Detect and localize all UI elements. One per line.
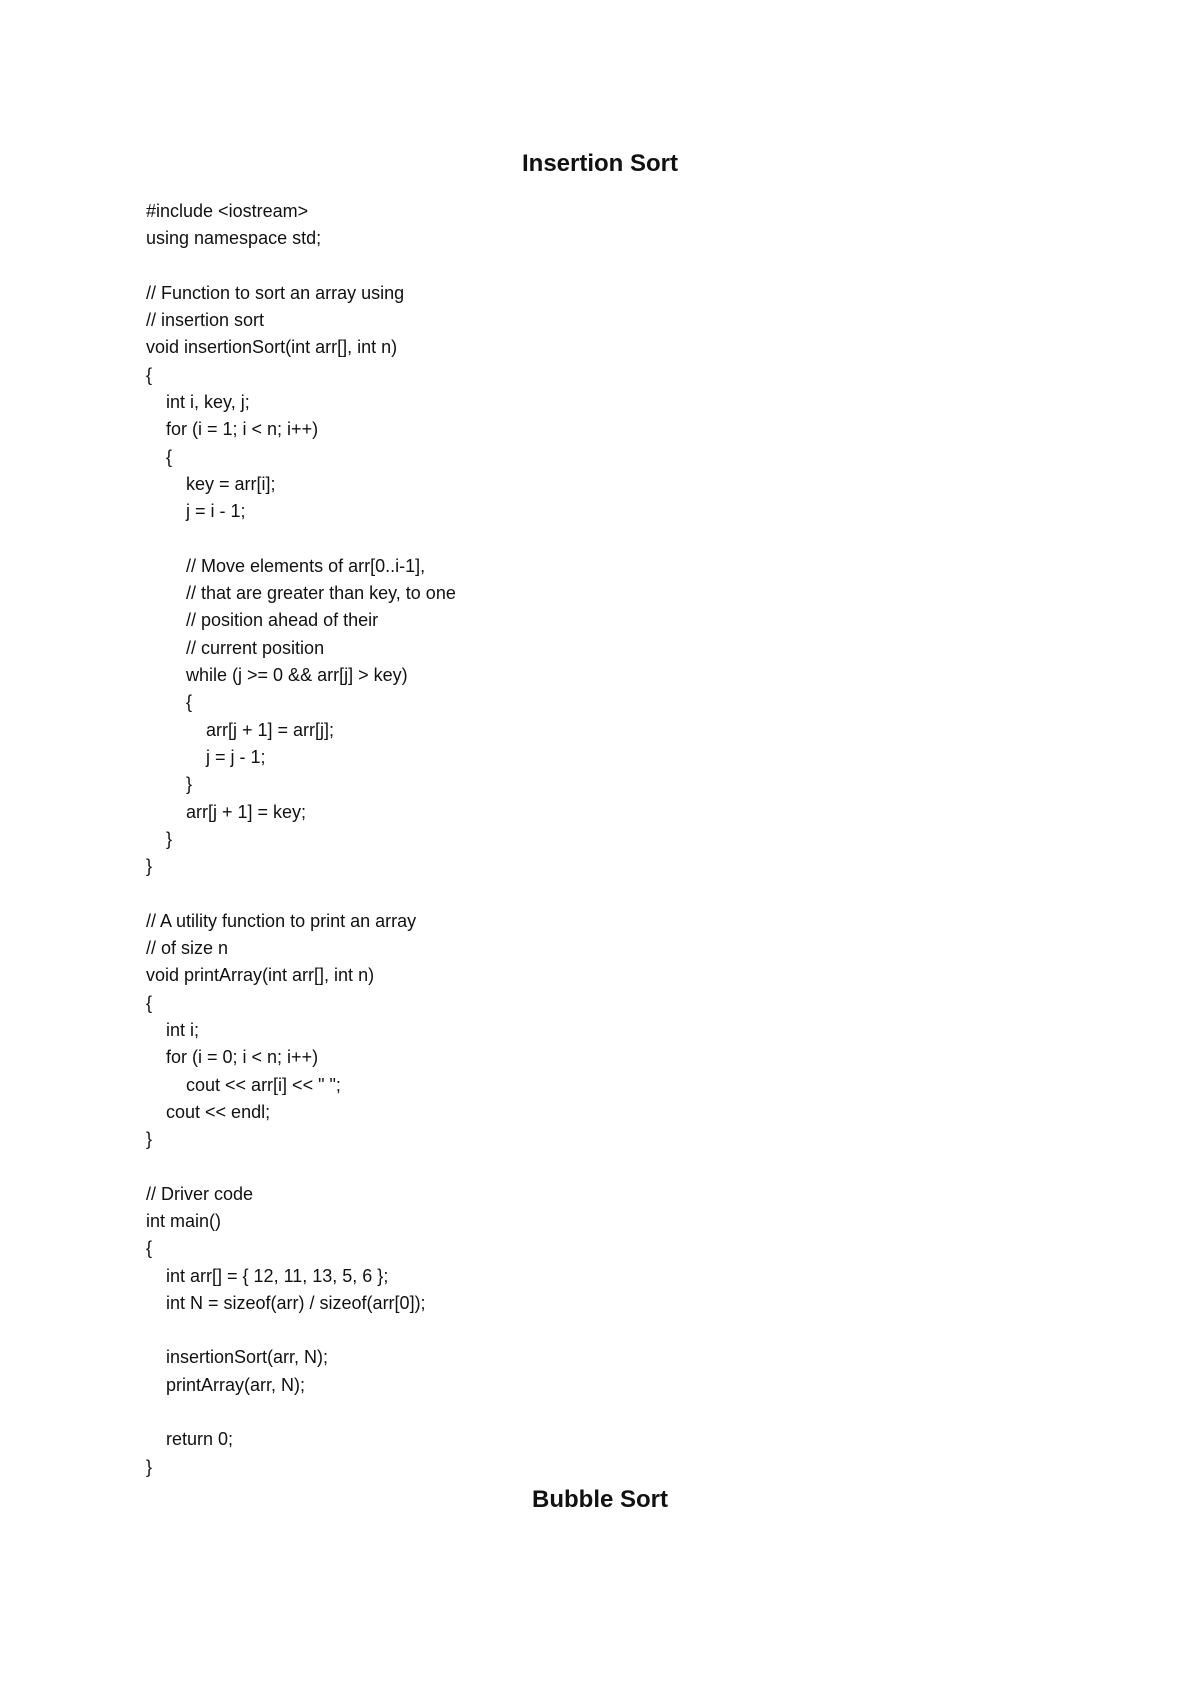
code-line — [146, 526, 1046, 553]
code-line: { — [146, 992, 153, 1013]
code-line — [146, 1317, 1046, 1344]
code-line: j = i - 1; — [146, 501, 246, 522]
code-line: void insertionSort(int arr[], int n) — [146, 337, 398, 358]
code-line: #include <iostream> — [146, 201, 309, 221]
code-line: int main() — [146, 1210, 222, 1231]
code-line: cout << endl; — [146, 1101, 271, 1122]
section-title-insertion-sort: Insertion Sort — [521, 150, 678, 177]
code-line — [146, 1153, 1046, 1180]
code-line: insertionSort(arr, N); — [146, 1347, 329, 1368]
code-line: cout << arr[i] << " "; — [146, 1074, 341, 1095]
code-line: { — [146, 1238, 153, 1259]
code-line: int arr[] = { 12, 11, 13, 5, 6 }; — [146, 1265, 389, 1286]
code-line: void printArray(int arr[], int n) — [146, 965, 375, 986]
code-line: } — [146, 828, 173, 849]
code-line: // that are greater than key, to one — [146, 583, 456, 604]
code-line: // A utility function to print an array — [146, 910, 417, 931]
code-line: using namespace std; — [146, 228, 322, 249]
code-line: // Move elements of arr[0..i-1], — [146, 555, 426, 576]
code-line: // Driver code — [146, 1183, 254, 1204]
code-line: int N = sizeof(arr) / sizeof(arr[0]); — [146, 1292, 426, 1313]
code-line — [146, 880, 1046, 907]
code-line: } — [146, 856, 153, 877]
code-line: arr[j + 1] = key; — [146, 801, 307, 822]
section-title-bubble-sort: Bubble Sort — [532, 1486, 668, 1513]
code-line: { — [146, 364, 153, 385]
code-line: for (i = 0; i < n; i++) — [146, 1047, 319, 1068]
code-line: j = j - 1; — [146, 746, 266, 767]
code-line — [146, 253, 1046, 280]
code-line: arr[j + 1] = arr[j]; — [146, 719, 335, 740]
code-block — [146, 198, 1046, 1481]
code-line: // current position — [146, 637, 325, 658]
code-line: { — [146, 446, 173, 467]
code-line: // Function to sort an array using — [146, 282, 405, 303]
code-line: // of size n — [146, 938, 229, 959]
code-line: while (j >= 0 && arr[j] > key) — [146, 665, 408, 686]
code-line: // insertion sort — [146, 310, 265, 331]
code-line: int i; — [146, 1019, 200, 1040]
code-line: for (i = 1; i < n; i++) — [146, 419, 319, 440]
code-line: } — [146, 1129, 153, 1150]
code-line: key = arr[i]; — [146, 473, 276, 494]
code-line: printArray(arr, N); — [146, 1374, 306, 1395]
code-line: { — [146, 692, 193, 713]
code-line: // position ahead of their — [146, 610, 379, 631]
code-line: } — [146, 1456, 153, 1477]
code-line — [146, 1399, 1046, 1426]
code-line: } — [146, 774, 193, 795]
code-line: int i, key, j; — [146, 392, 250, 413]
code-line: return 0; — [146, 1429, 234, 1450]
